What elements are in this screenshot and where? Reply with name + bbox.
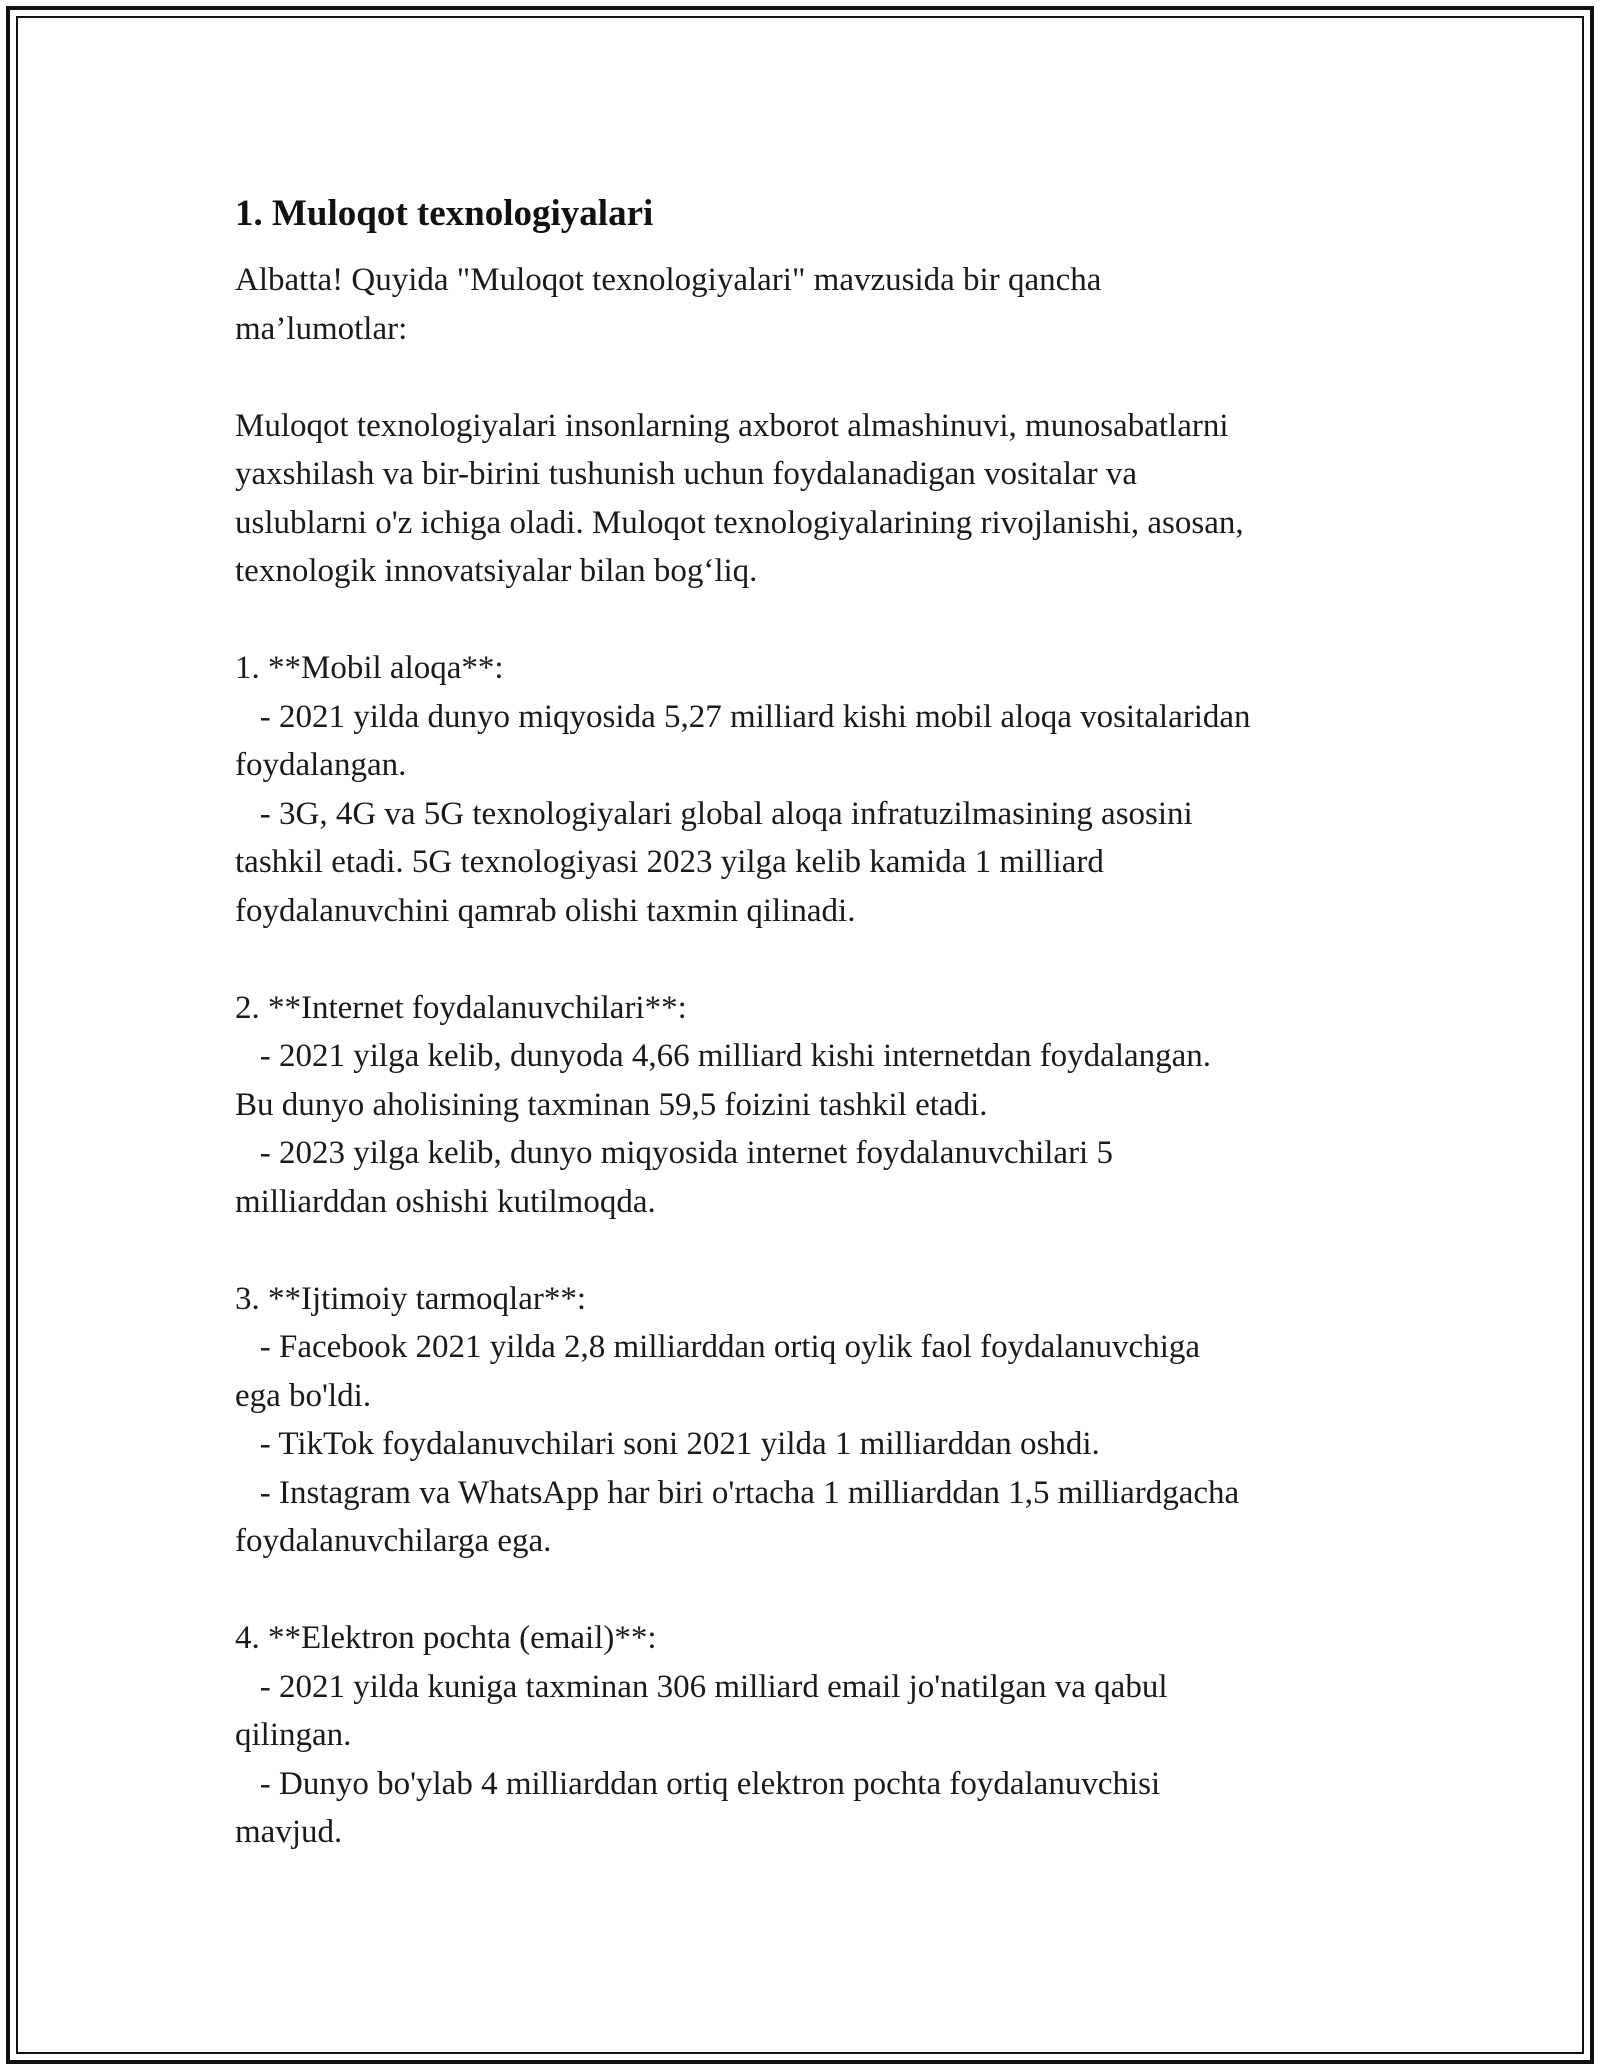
list-item: - 3G, 4G va 5G texnologiyalari global aloqa infratuzilmasining asosini tashkil etadi. 5G texnologiyasi 2023 yilga kelib kamida 1 milliard foydalanuvchini qamrab olishi taxmin qilinadi. [235,795,1193,929]
spacer [235,596,1385,645]
spacer [235,1566,1385,1615]
section-heading: 3. **Ijtimoiy tarmoqlar**: [235,1280,587,1317]
section-heading: 1. **Mobil aloqa**: [235,650,504,686]
spacer [235,935,1385,984]
list-item: - 2023 yilga kelib, dunyo miqyosida internet foydalanuvchilari 5 milliarddan oshishi kutilmoqda. [235,1135,1113,1220]
intro-paragraph: Muloqot texnologiyalari insonlarning axborot almashinuvi, munosabatlarni yaxshilash va bir-birini tushunish uchun foydalanadigan vositalar va uslublarni o'z ichiga oladi. Muloqot texnologiyalarining rivojlanishi, asosan, texnologik innovatsiyalar bilan bog‘liq. [235,407,1244,589]
document-title: 1. Muloqot texnologiyalari [235,193,654,234]
section-heading: 2. **Internet foydalanuvchilari**: [235,989,687,1026]
list-item: - 2021 yilda kuniga taxminan 306 milliard email jo'natilgan va qabul qilingan. [235,1668,1168,1753]
section-heading: 4. **Elektron pochta (email)**: [235,1620,657,1656]
list-item: - Dunyo bo'ylab 4 milliarddan ortiq elektron pochta foydalanuvchisi mavjud. [235,1765,1161,1850]
spacer [235,1226,1385,1275]
section-social [235,1275,1385,1566]
list-item: - Instagram va WhatsApp har biri o'rtacha 1 milliarddan 1,5 milliardgacha foydalanuvchilarga ega. [235,1474,1240,1559]
document-body [235,188,1385,1857]
spacer [235,353,1385,402]
list-item: - TikTok foydalanuvchilari soni 2021 yilda 1 milliarddan oshdi. [235,1426,1100,1462]
section-internet [235,984,1385,1227]
list-item: - 2021 yilda dunyo miqyosida 5,27 milliard kishi mobil aloqa vositalaridan foydalangan. [235,698,1251,783]
section-mobile [235,644,1385,935]
list-item: - Facebook 2021 yilda 2,8 milliarddan ortiq oylik faol foydalanuvchiga ega bo'ldi. [235,1329,1201,1414]
section-email [235,1614,1385,1857]
intro-text: Albatta! Quyida "Muloqot texnologiyalari" mavzusida bir qancha ma’lumotlar: [235,262,1102,347]
list-item: - 2021 yilga kelib, dunyoda 4,66 milliard kishi internetdan foydalangan. Bu dunyo aholisining taxminan 59,5 foizini tashkil etadi. [235,1038,1212,1123]
